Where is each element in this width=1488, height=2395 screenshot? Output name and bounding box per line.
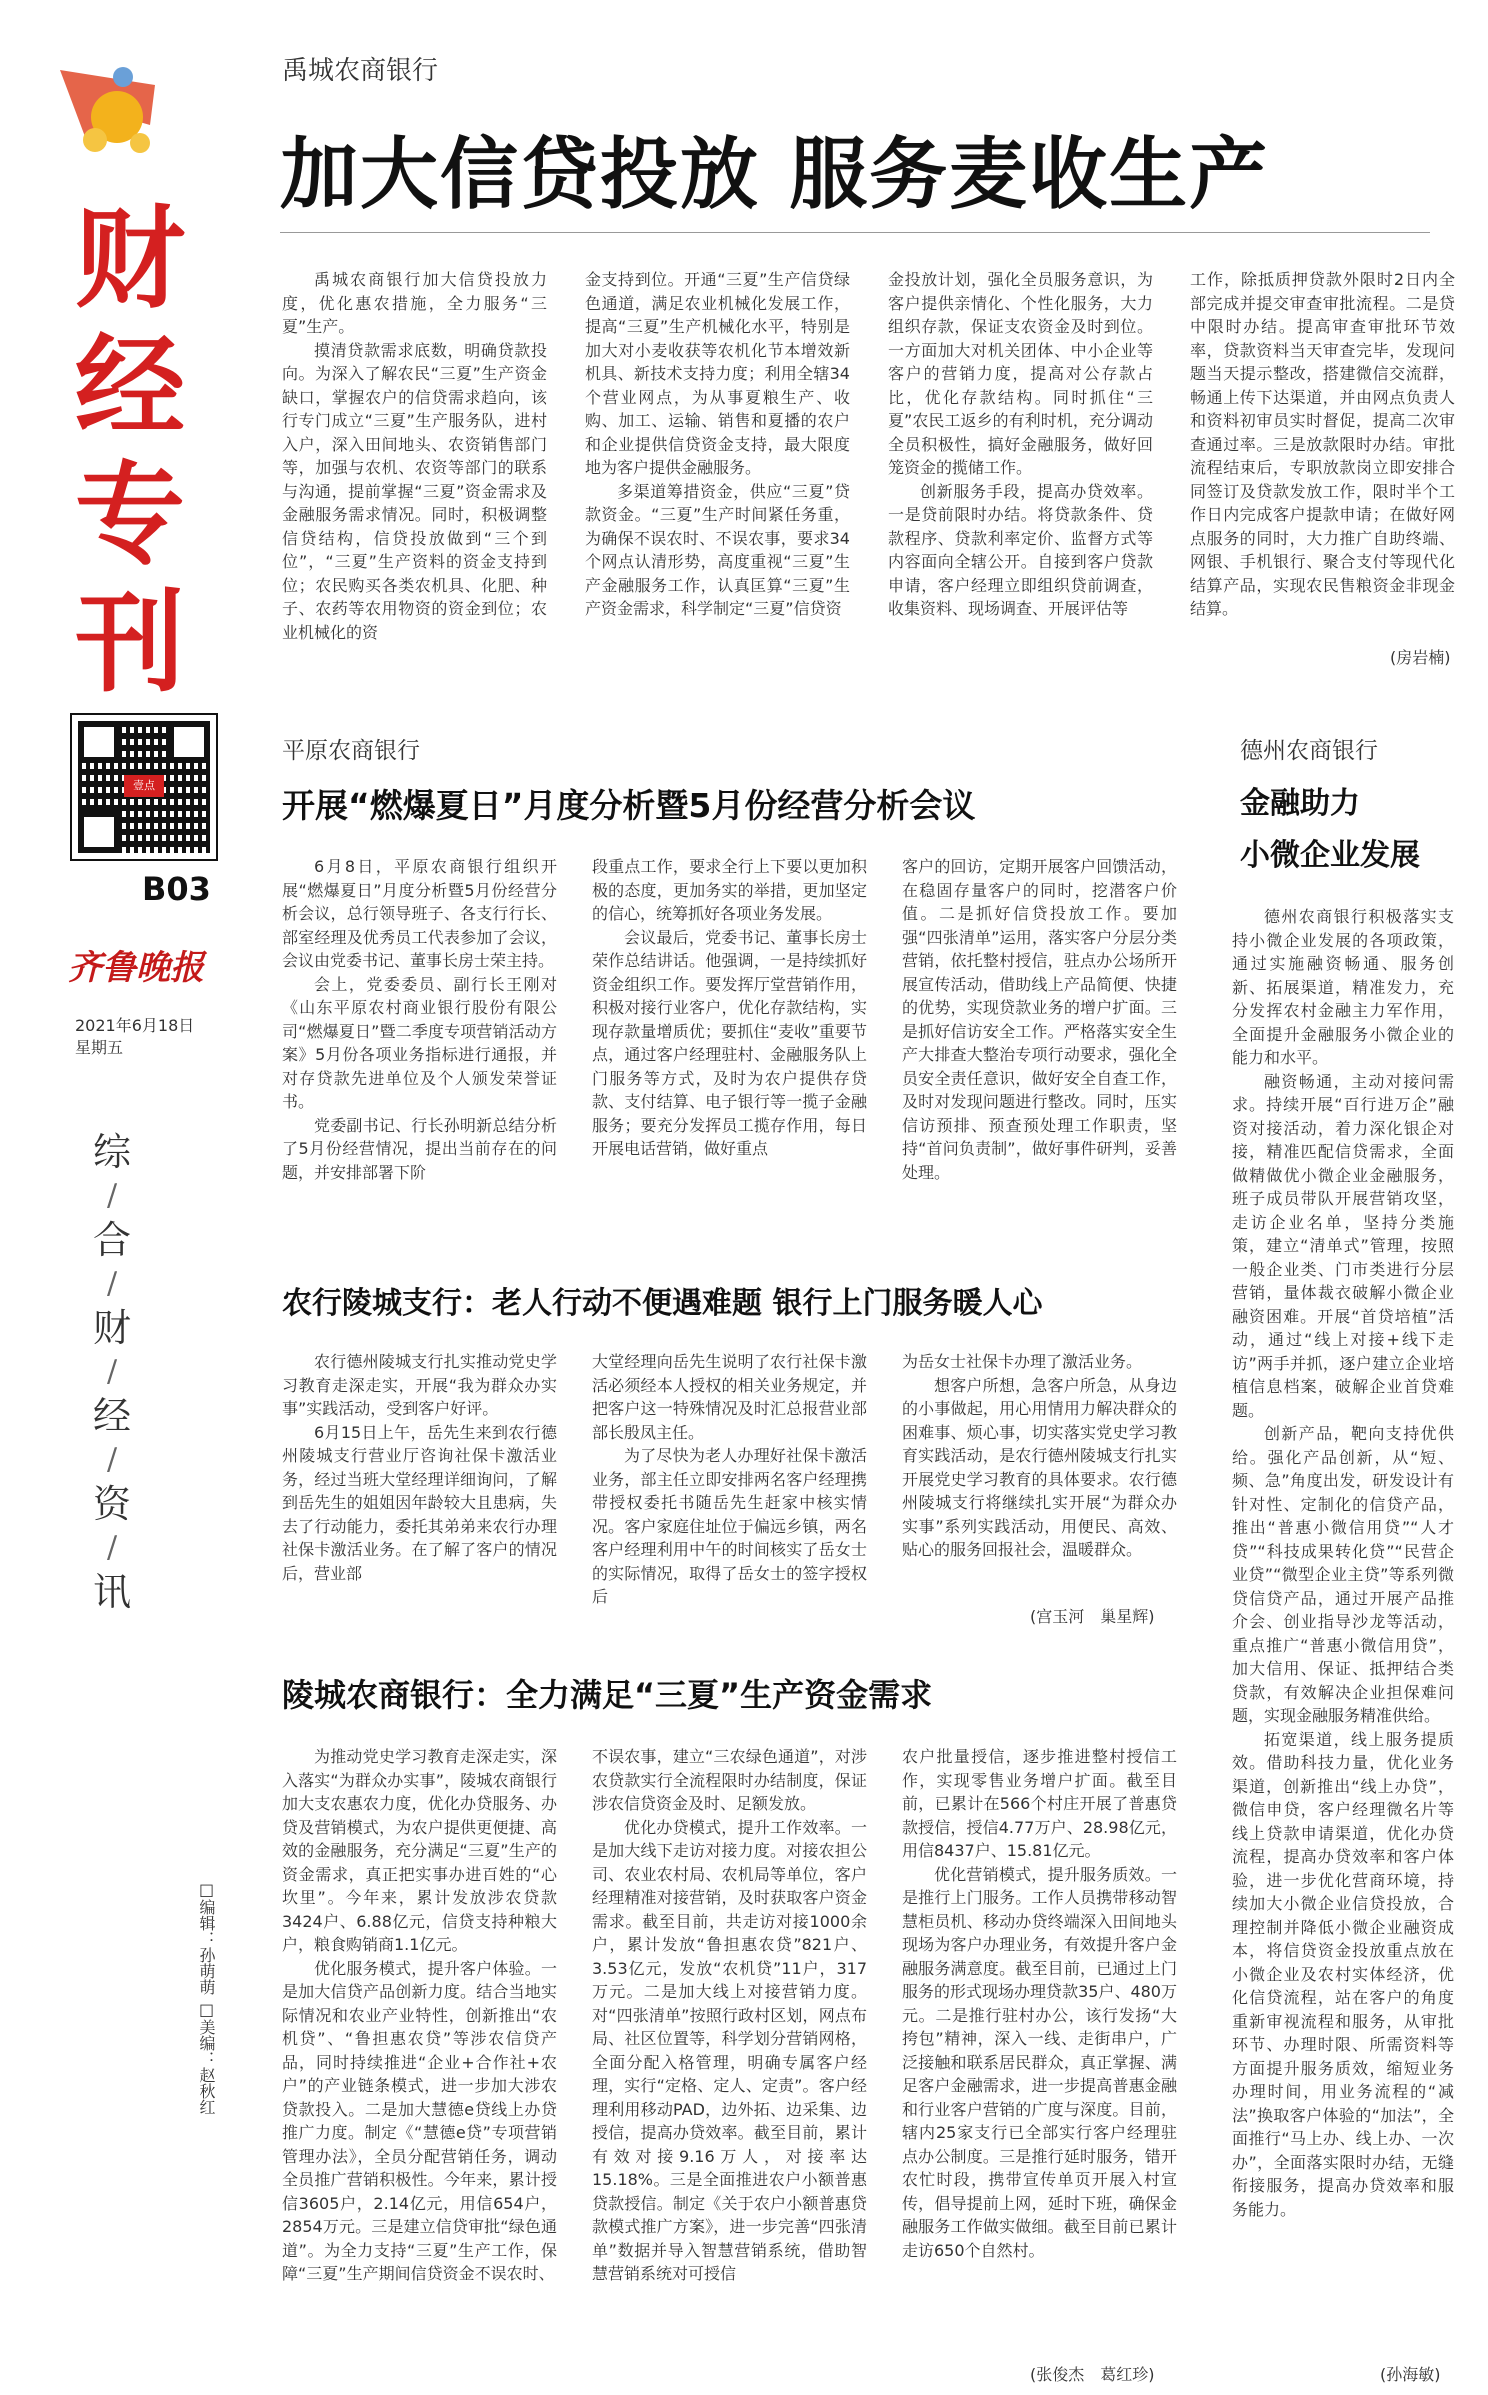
paragraph: 为推动党史学习教育走深走实，深入落实“为群众办实事”，陵城农商银行加大支农惠农力度，优化办贷服务、办贷及营销模式，为农户提供更便捷、高效的金融服务，充分满足“三夏”生产的资金需求，真正把实事办进百姓的“心坎里”。今年来，累计发放涉农贷款3424户、6.88亿元，信贷支持种粮大户，粮食购销商1.1亿元。 — [282, 1747, 557, 1954]
paragraph: 创新产品，靶向支持优供给。强化产品创新，从“短、频、急”角度出发，研发设计有针对性、定制化的信贷产品，推出“普惠小微信用贷”“人才贷”“科技成果转化贷”“民营企业贷”“微型企业主贷”等系列微贷信贷产品，通过开展产品推介会、创业指导沙龙等活动，重点推广“普惠小微信用贷”，加大信用、保证、抵押结合类贷款，有效解决企业担保难问题，实现金融服务精准供给。 — [1232, 1424, 1454, 1725]
article1-title: 加大信贷投放 服务麦收生产 — [280, 129, 1270, 220]
section-char: 资 — [92, 1482, 131, 1526]
article3-col3 — [902, 1350, 1177, 1608]
section-title-char: 经 — [75, 322, 185, 451]
article4-col1 — [282, 1745, 557, 2385]
paragraph: 农行德州陵城支行扎实推动党史学习教育走深走实，开展“我为群众办实事”实践活动，受到客户好评。 — [282, 1352, 557, 1418]
article3-title: 农行陵城支行：老人行动不便遇难题 银行上门服务暖人心 — [282, 1286, 1043, 1321]
article5-col — [1232, 905, 1454, 2360]
paragraph: 创新服务手段，提高办贷效率。一是贷前限时办结。将贷款条件、贷款程序、贷款利率定价、监督方式等内容面向全辖公开。自接到客户贷款申请，客户经理立即组织贷前调查，收集资料、现场调查、开展评估等 — [888, 481, 1153, 618]
section-title-char: 专 — [75, 450, 185, 579]
article5-bank: 德州农商银行 — [1240, 738, 1378, 764]
divider — [280, 232, 1430, 233]
article1-bank: 禹城农商银行 — [282, 56, 439, 86]
paragraph: 优化营销模式，提升服务质效。一是推行上门服务。工作人员携带移动智慧柜员机、移动办贷终端深入田间地头现场为客户办理业务，有效提升客户金融服务满意度。截至目前，已通过上门服务的形式现场办理贷款35户、480万元。二是推行驻村办公，该行发扬“大挎包”精神，深入一线、走街串户，广泛接触和联系居民群众，真正掌握、满足客户金融需求，进一步提高普惠金融和行业客户营销的广度与深度。目前，辖内25家支行已全部实行客户经理驻点办公制度。三是推行延时服务，错开农忙时段，携带宣传单页开展入村宣传，倡导提前上网，延时下班，确保金融服务工作做实做细。截至目前已累计走访650个自然村。 — [902, 1864, 1177, 2260]
article1-col4 — [1190, 268, 1455, 650]
article5-title-line2: 小微企业发展 — [1240, 838, 1420, 873]
article2-bank: 平原农商银行 — [282, 738, 420, 764]
qr-finder — [78, 721, 120, 763]
section-char: 综 — [92, 1130, 131, 1174]
paragraph: 农户批量授信，逐步推进整村授信工作，实现零售业务增户扩面。截至目前，已累计在566个村庄开展了普惠贷款授信，授信4.77万户、28.98亿元，用信8437户、15.81亿元。 — [902, 1747, 1177, 1860]
paragraph: 工作，除抵质押贷款外限时2日内全部完成并提交审查审批流程。二是贷中限时办结。提高审查审批环节效率，贷款资料当天审查完毕，发现问题当天提示整改，搭建微信交流群，畅通上传下达渠道，并由网点负责人和资料初审员实时督促，提高二次审查通过率。三是放款限时办结。审批流程结束后，专职放款岗立即安排合同签订及贷款发放工作，限时半个工作日内完成客户提款申请；在做好网点服务的同时，大力推广自助终端、网银、手机银行、聚合支付等现代化结算产品，实现农民售粮资金非现金结算。 — [1190, 270, 1455, 618]
paragraph: 为岳女士社保卡办理了激活业务。 — [902, 1352, 1143, 1371]
section-title-char: 财 — [75, 194, 185, 323]
paragraph: 想客户所想，急客户所急，从身边的小事做起，用心用情用力解决群众的困难事、烦心事，切实落实党史学习教育实践活动，是农行德州陵城支行扎实开展党史学习教育的具体要求。农行德州陵城支行将继续扎实开展“为群众办实事”系列实践活动，用便民、高效、贴心的服务回报社会，温暖群众。 — [902, 1375, 1177, 1559]
paragraph: 会上，党委委员、副行长王刚对《山东平原农村商业银行股份有限公司“燃爆夏日”暨二季度专项营销活动方案》5月份各项业务指标进行通报，并对存贷款先进单位及个人颁发荣誉证书。 — [282, 974, 557, 1111]
article5-author: (孙海敏) — [1380, 2365, 1441, 2384]
article3-col2 — [592, 1350, 867, 1630]
article3-author: (宫玉河 巢星辉) — [1030, 1607, 1155, 1626]
newspaper-logo: 齐鲁晚报 — [68, 948, 204, 988]
paragraph: 摸清贷款需求底数，明确贷款投向。为深入了解农民“三夏”生产资金缺口，掌握农户的信贷需求趋向，该行专门成立“三夏”生产服务队，进村入户，深入田间地头、农资销售部门等，加强与农机、农资等部门的联系与沟通，提前掌握“三夏”资金需求及金融服务需求情况。同时，积极调整信贷结构，信贷投放做到“三个到位”，“三夏”生产资料的资金支持到位；农民购买各类农机具、化肥、种子、农药等农用物资的资金到位；农业机械化的资 — [282, 340, 547, 642]
weekday: 星期五 — [75, 1038, 124, 1057]
paragraph: 6月8日，平原农商银行组织开展“燃爆夏日”月度分析暨5月份经营分析会议，总行领导班子、各支行行长、部室经理及优秀员工代表参加了会议，会议由党委书记、董事长房士荣主持。 — [282, 857, 557, 970]
paragraph: 多渠道筹措资金，供应“三夏”贷款资金。“三夏”生产时间紧任务重，为确保不误农时、不误农事，要求34个网点认清形势，高度重视“三夏”生产金融服务工作，认真匡算“三夏”生产资金需求，科学制定“三夏”信贷资 — [585, 481, 850, 618]
date: 2021年6月18日 — [75, 1016, 195, 1035]
paragraph: 拓宽渠道，线上服务提质效。借助科技力量，优化业务渠道，创新推出“线上办贷”，微信申贷，客户经理微名片等线上贷款申请渠道，优化办贷流程，提高办贷效率和客户体验，进一步优化营商环境，持续加大小微企业信贷投放，合理控制并降低小微企业融资成本，将信贷资金投放重点放在小微企业及农村实体经济，优化信贷流程，站在客户的角度重新审视流程和服务，从审批环节、办理时限、所需资料等方面提升服务质效，缩短业务办理时间，用业务流程的“减法”换取客户体验的“加法”，全面推行“马上办、线上办、一次办”，全面落实限时办结，无缝衔接服务，提高办贷效率和服务能力。 — [1232, 1729, 1454, 2219]
paragraph: 客户的回访，定期开展客户回馈活动，在稳固存量客户的同时，挖潜客户价值。二是抓好信贷投放工作。要加强“四张清单”运用，落实客户分层分类营销，依托整村授信，驻点办公场所开展宣传活动，借助线上产品简便、快捷的优势，实现贷款业务的增户扩面。三是抓好信访安全工作。严格落实安全生产大排查大整治专项行动要求，强化全员安全责任意识，做好安全自查工作，及时对发现问题进行整改。同时，压实信访预排、预查预处理工作职责，坚持“首问负责制”，做好事件研判，妥善处理。 — [902, 857, 1177, 1182]
paragraph: 德州农商银行积极落实支持小微企业发展的各项政策，通过实施融资畅通、服务创新、拓展渠道，精准发力，充分发挥农村金融主力军作用，全面提升金融服务小微企业的能力和水平。 — [1232, 907, 1454, 1067]
paragraph: 禹城农商银行加大信贷投放力度，优化惠农措施，全力服务“三夏”生产。 — [282, 270, 547, 336]
issue-date — [75, 1015, 194, 1059]
article4-title: 陵城农商银行：全力满足“三夏”生产资金需求 — [282, 1676, 933, 1714]
paragraph: 党委副书记、行长孙明新总结分析了5月份经营情况，提出当前存在的问题，并安排部署下阶 — [282, 1115, 557, 1182]
article2-col1 — [282, 855, 557, 1235]
paragraph: 不误农事，建立“三农绿色通道”，对涉农贷款实行全流程限时办结制度，保证涉农信贷资金及时、足额发放。 — [592, 1747, 867, 1813]
article2-col2 — [592, 855, 867, 1235]
paragraph: 金支持到位。开通“三夏”生产信贷绿色通道，满足农业机械化发展工作，提高“三夏”生产机械化水平，特别是加大对小麦收获等农机化节本增效新机具、新技术支持力度；利用全辖34个营业网点，为从事夏粮生产、收购、加工、运输、销售和夏播的农户和企业提供信贷资金支持，最大限度地为客户提供金融服务。 — [585, 270, 850, 477]
section-char: 经 — [92, 1394, 131, 1438]
article3-col1 — [282, 1350, 557, 1630]
paragraph: 金投放计划，强化全员服务意识，为客户提供亲情化、个性化服务，大力组织存款，保证支农资金及时到位。一方面加大对机关团体、中小企业等客户的营销力度，提高对公存款占比，优化存款结构。同时抓住“三夏”农民工返乡的有利时机，充分调动全员积极性，搞好金融服务，做好回笼资金的揽储工作。 — [888, 270, 1153, 477]
paragraph: 为了尽快为老人办理好社保卡激活业务，部主任立即安排两名客户经理携带授权委托书随岳先生赶家中核实情况。客户家庭住址位于偏远乡镇，两名客户经理利用中午的时间核实了岳女士的实际情况，取得了岳女士的签字授权后 — [592, 1446, 867, 1606]
paragraph: 优化服务模式，提升客户体验。一是加大信贷产品创新力度。结合当地实际情况和农业产业特性，创新推出“农机贷”、“鲁担惠农贷”等涉农信贷产品，同时持续推进“企业+合作社+农户”的产业链条模式，进一步加大涉农贷款投入。二是加大慧德e贷线上办贷推广力度。制定《“慧德e贷”专项营销管理办法》，全员分配营销任务，调动全员推广营销积极性。今年来，累计授信3605户，2.14亿元，用信654户，2854万元。三是建立信贷审批“绿色通道”。为全力支持“三夏”生产工作，保障“三夏”生产期间信贷资金不误农时、 — [282, 1958, 557, 2283]
section-separator: / — [106, 1530, 118, 1565]
article1-author: (房岩楠) — [1390, 648, 1451, 667]
article1-col1 — [282, 268, 547, 672]
paragraph: 优化办贷模式，提升工作效率。一是加大线下走访对接力度。对接农担公司、农业农村局、农机局等单位，客户经理精准对接营销，及时获取客户资金需求。截至目前，共走访对接1000余户，累计发放“鲁担惠农贷”821户、3.53亿元，发放“农机贷”11户，317万元。二是加大线上对接营销力度。对“四张清单”按照行政村区划，网点布局、社区位置等，科学划分营销网格，全面分配入格管理，明确专属客户经理，实行“定格、定人、定责”。客户经理利用移动PAD，边外拓、边采集、边授信，提高办贷效率。截至目前，累计有效对接9.16万人，对接率达15.18%。三是全面推进农户小额普惠贷款授信。制定《关于农户小额普惠贷款模式推广方案》，进一步完善“四张清单”数据并导入智慧营销系统，借助智慧营销系统对可授信 — [592, 1817, 867, 2283]
coin-piggy-illustration — [55, 55, 165, 160]
section-separator: / — [106, 1266, 118, 1301]
qr-code[interactable] — [72, 715, 216, 859]
section-separator: / — [106, 1354, 118, 1389]
qr-label: 壹点 — [124, 775, 164, 797]
article2-col3 — [902, 855, 1177, 1235]
article5-title-line1: 金融助力 — [1240, 786, 1360, 821]
paragraph: 大堂经理向岳先生说明了农行社保卡激活必须经本人授权的相关业务规定，并把客户这一特殊情况及时汇总报营业部部长殷凤主任。 — [592, 1352, 867, 1442]
paragraph: 会议最后，党委书记、董事长房士荣作总结讲话。他强调，一是持续抓好资金组织工作。要发挥厅堂营销作用，积极对接行业客户，优化存款结构，实现存款量增质优；要抓住“麦收”重要节点，通过客户经理驻村、金融服务队上门服务等方式，及时为农户提供存贷款、支付结算、电子银行等一揽子金融服务；要充分发挥员工揽存作用，每日开展电话营销，做好重点 — [592, 927, 867, 1158]
section-label — [82, 1128, 142, 1616]
article2-title: 开展“燃爆夏日”月度分析暨5月份经营分析会议 — [282, 786, 976, 825]
qr-finder — [168, 721, 210, 763]
section-char: 讯 — [92, 1570, 131, 1614]
section-char: 合 — [92, 1218, 131, 1262]
section-title — [55, 195, 205, 707]
article4-col3 — [902, 1745, 1177, 2363]
credits: □编辑：孙萌萌 □美编：赵秋红 — [197, 1880, 216, 2116]
section-separator: / — [106, 1178, 118, 1213]
qr-finder — [78, 811, 120, 853]
paragraph: 融资畅通，主动对接问需求。持续开展“百行进万企”融资对接活动，着力深化银企对接，精准匹配信贷需求，全面做精做优小微企业金融服务，班子成员带队开展营销攻坚，走访企业名单，坚持分类施策，建立“清单式”管理，按照一般企业类、门市类进行分层营销，量体裁衣破解小微企业融资困难。开展“首贷培植”活动，通过“线上对接+线下走访”两手并抓，逐户建立企业培植信息档案，破解企业首贷难题。 — [1232, 1071, 1454, 1420]
page-number: B03 — [142, 870, 211, 908]
article1-col3 — [888, 268, 1153, 672]
paragraph: 6月15日上午，岳先生来到农行德州陵城支行营业厅咨询社保卡激活业务，经过当班大堂经理详细询问，了解到岳先生的姐姐因年龄较大且患病，失去了行动能力，委托其弟弟来农行办理社保卡激活业务。在了解了客户的情况后，营业部 — [282, 1422, 557, 1583]
section-char: 财 — [92, 1306, 131, 1350]
section-title-char: 刊 — [75, 578, 185, 707]
paragraph: 段重点工作，要求全行上下要以更加积极的态度，更加务实的举措，更加坚定的信心，统筹抓好各项业务发展。 — [592, 857, 867, 923]
article4-col2 — [592, 1745, 867, 2385]
article1-col2 — [585, 268, 850, 672]
section-separator: / — [106, 1442, 118, 1477]
article4-author: (张俊杰 葛红珍) — [1030, 2365, 1155, 2384]
